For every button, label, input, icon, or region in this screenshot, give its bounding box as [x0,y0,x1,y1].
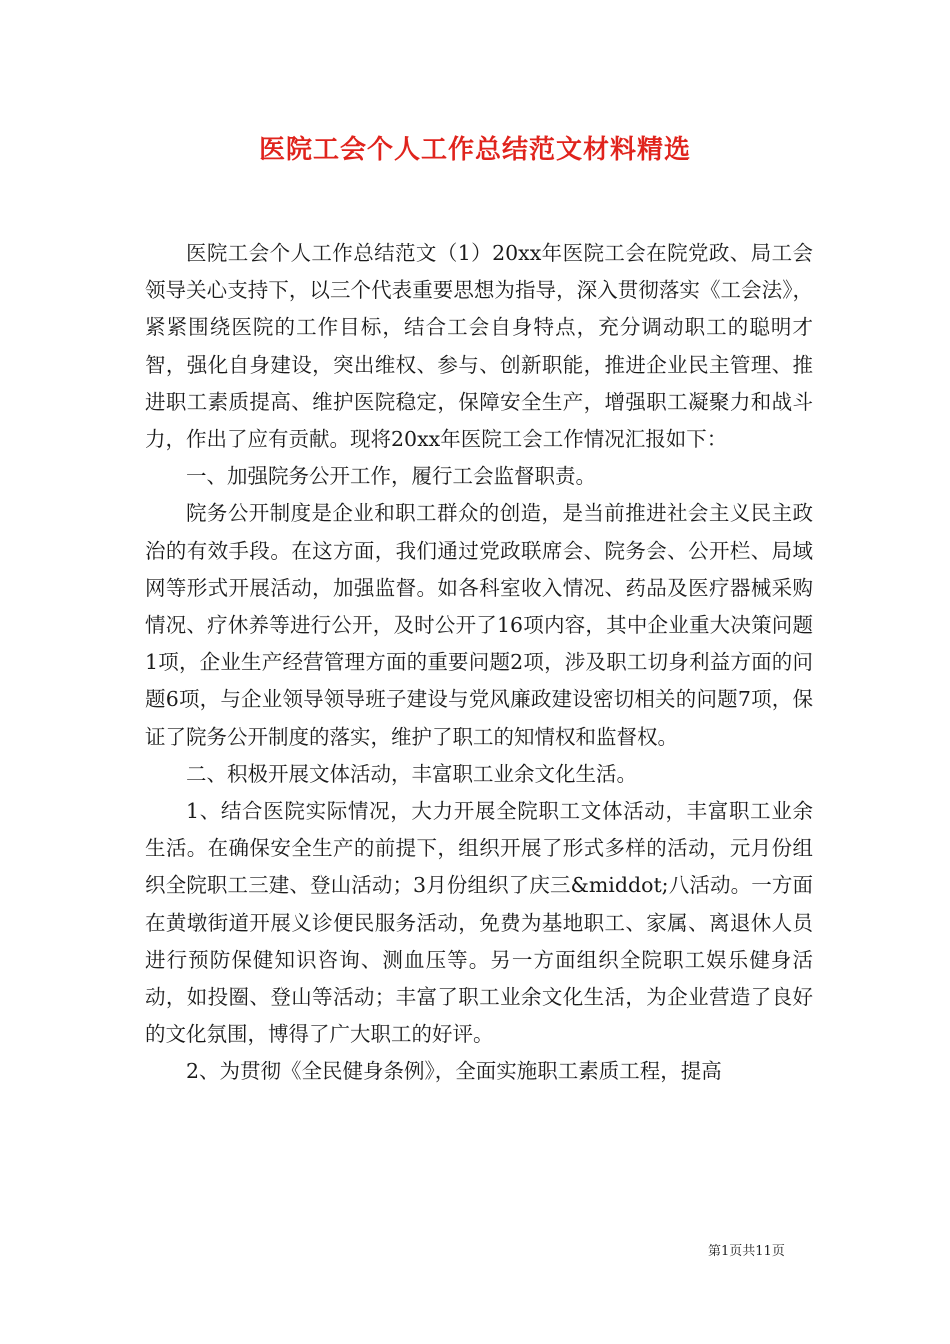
paragraph: 2、为贯彻《全民健身条例》，全面实施职工素质工程，提高 [186,1059,722,1084]
section-heading: 二、积极开展文体活动，丰富职工业余文化生活。 [186,761,637,786]
document-title: 医院工会个人工作总结范文材料精选 [258,135,691,165]
paragraph: 院务公开制度是企业和职工群众的创造，是当前推进社会主义民主政治的有效手段。在这方面，我们通过党政联席会、院务会、公开栏、局域网等形式开展活动，加强监督。如各科室收入情况、药品及医疗器械采购情况、疗休养等进行公开，及时公开了16项内容，其中企业重大决策问题1项，企业生产经营管理方面的重要问题2项，涉及职工切身利益方面的问题6项，与企业领导领导班子建设与党风廉政建设密切相关的问题7项，保证了院务公开制度的落实，维护了职工的知情权和监督权。 [145,501,813,749]
paragraph: 医院工会个人工作总结范文（1）20xx年医院工会在院党政、局工会领导关心支持下，以三个代表重要思想为指导，深入贯彻落实《工会法》，紧紧围绕医院的工作目标，结合工会自身特点，充分调动职工的聪明才智，强化自身建设，突出维权、参与、创新职能，推进企业民主管理、推进职工素质提高、维护医院稳定，保障安全生产，增强职工凝聚力和战斗力，作出了应有贡献。现将20xx年医院工会工作情况汇报如下： [145,241,813,452]
section-heading: 一、加强院务公开工作，履行工会监督职责。 [186,464,596,489]
paragraph: 1、结合医院实际情况，大力开展全院职工文体活动，丰富职工业余生活。在确保安全生产的前提下，组织开展了形式多样的活动，元月份组织全院职工三建、登山活动；3月份组织了庆三&middot;八活动。一方面在黄墩街道开展义诊便民服务活动，免费为基地职工、家属、离退休人员进行预防保健知识咨询、测血压等。另一方面组织全院职工娱乐健身活动，如投圈、登山等活动；丰富了职工业余文化生活，为企业营造了良好的文化氛围，博得了广大职工的好评。 [145,799,813,1047]
page-number-footer: 第1页共11页 [708,1244,785,1259]
document-body [145,235,813,1091]
